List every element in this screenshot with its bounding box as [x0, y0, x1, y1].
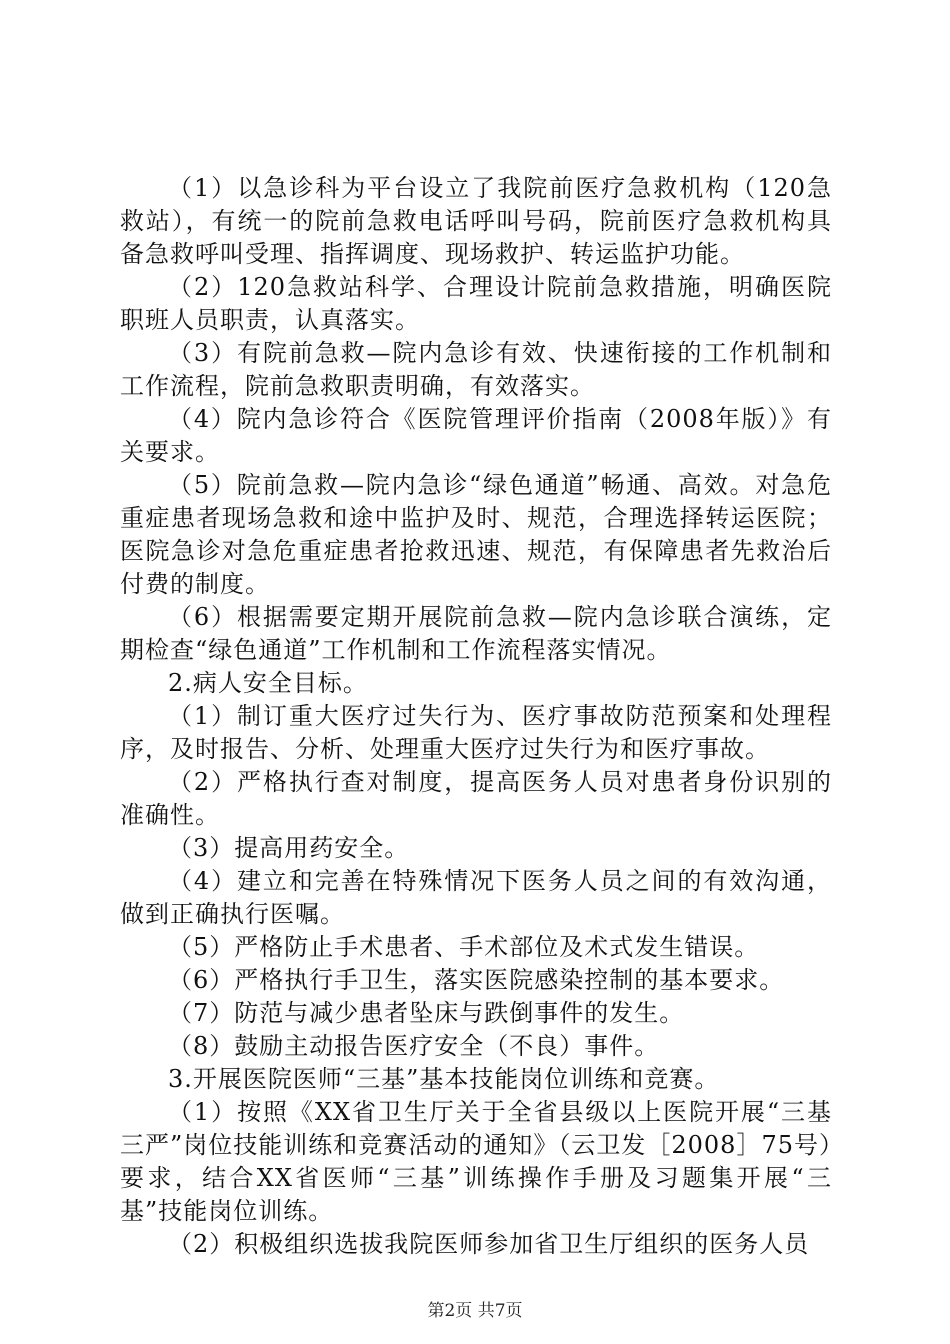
paragraph: （3）有院前急救—院内急诊有效、快速衔接的工作机制和工作流程，院前急救职责明确，有效落实。: [120, 339, 832, 400]
paragraph: （4）院内急诊符合《医院管理评价指南（2008年版）》有关要求。: [120, 405, 832, 466]
paragraph: （6）根据需要定期开展院前急救—院内急诊联合演练，定期检查“绿色通道”工作机制和工作流程落实情况。: [120, 603, 832, 664]
paragraph: （7）防范与减少患者坠床与跌倒事件的发生。: [168, 999, 685, 1027]
paragraph: （2）积极组织选拔我院医师参加省卫生厅组织的医务人员: [168, 1230, 810, 1258]
paragraph: （8）鼓励主动报告医疗安全（不良）事件。: [168, 1032, 660, 1060]
section-heading: 3.开展医院医师“三基”基本技能岗位训练和竞赛。: [168, 1065, 720, 1093]
paragraph: （4）建立和完善在特殊情况下医务人员之间的有效沟通，做到正确执行医嘱。: [120, 867, 832, 928]
paragraph: （2）严格执行查对制度，提高医务人员对患者身份识别的准确性。: [120, 768, 832, 829]
paragraph: （1）按照《XX省卫生厅关于全省县级以上医院开展“三基三严”岗位技能训练和竞赛活动的通知》（云卫发［2008］75号）要求，结合XX省医师“三基”训练操作手册及习题集开展“三基”技能岗位训练。: [120, 1098, 832, 1225]
paragraph: （1）以急诊科为平台设立了我院前医疗急救机构（120急救站），有统一的院前急救电话呼叫号码，院前医疗急救机构具备急救呼叫受理、指挥调度、现场救护、转运监护功能。: [120, 174, 832, 268]
paragraph: （5）严格防止手术患者、手术部位及术式发生错误。: [168, 933, 760, 961]
paragraph: （3）提高用药安全。: [168, 834, 410, 862]
document-body: [120, 172, 832, 1261]
paragraph: （2）120急救站科学、合理设计院前急救措施，明确医院职班人员职责，认真落实。: [120, 273, 832, 334]
page-number-footer: 第2页 共7页: [427, 1301, 523, 1321]
paragraph: （6）严格执行手卫生，落实医院感染控制的基本要求。: [168, 966, 785, 994]
paragraph: （5）院前急救—院内急诊“绿色通道”畅通、高效。对急危重症患者现场急救和途中监护及时、规范，合理选择转运医院；医院急诊对急危重症患者抢救迅速、规范，有保障患者先救治后付费的制度。: [120, 471, 832, 598]
paragraph: （1）制订重大医疗过失行为、医疗事故防范预案和处理程序，及时报告、分析、处理重大医疗过失行为和医疗事故。: [120, 702, 832, 763]
section-heading: 2.病人安全目标。: [168, 669, 368, 697]
